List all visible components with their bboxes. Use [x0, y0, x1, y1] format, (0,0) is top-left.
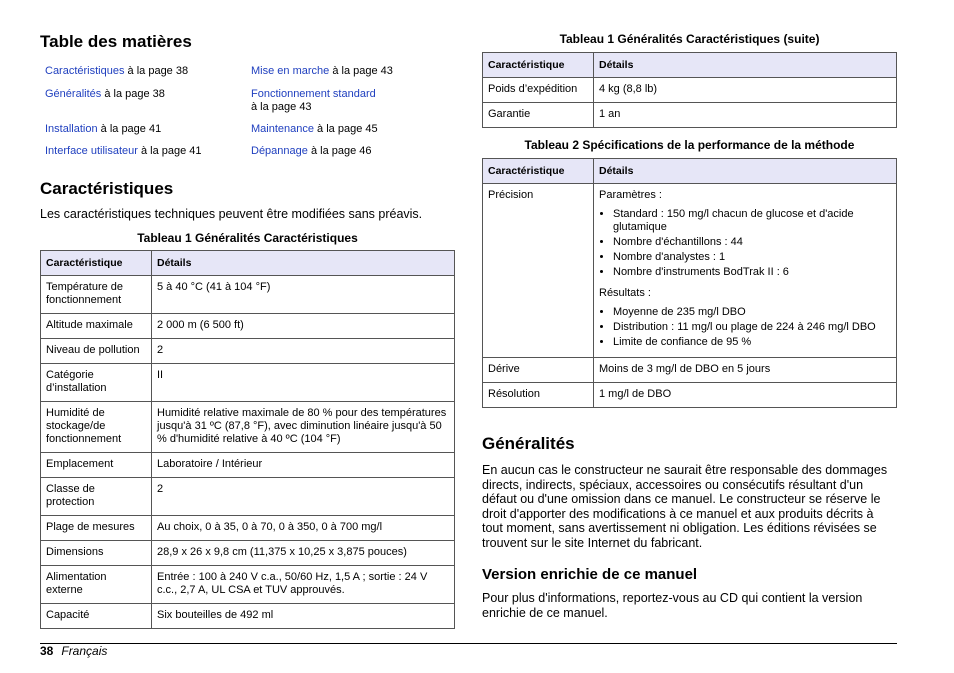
toc-page-ref: à la page 41: [97, 123, 162, 135]
list-item: • Limite de confiance de 95 %: [613, 336, 891, 349]
table-row: [483, 78, 897, 103]
list-item: • Nombre d'analystes : 1: [613, 251, 891, 264]
spec-key: Humidité de stockage/de fonctionnement: [41, 402, 152, 453]
toc-entry: [251, 123, 451, 136]
table-row: [41, 478, 455, 516]
list-item: • Standard : 150 mg/l chacun de glucose et d'acide glutamique: [613, 208, 891, 234]
toc-page-ref: à la page 45: [314, 123, 378, 135]
table-row: [41, 402, 455, 453]
table-row: [41, 453, 455, 478]
spec-value: Laboratoire / Intérieur: [152, 453, 455, 478]
spec-key: Résolution: [483, 383, 594, 408]
footer-divider: [40, 643, 897, 644]
spec-value: Six bouteilles de 492 ml: [152, 604, 455, 629]
table-header-row: [41, 251, 455, 276]
general-text: En aucun cas le constructeur ne saurait être responsable des dommages directs, indirects, spéciaux, accessoires ou consécutifs résultant d'un défaut ou d'une omission dans ce manuel. Le constructeur se réserve le droit d'apporter des modifications à ce manuel et aux produits décrits à tout moment, sans avertissement ni obligation. Les éditions révisées se trouvent sur le site Internet du fabricant.: [482, 463, 888, 550]
table-row: [483, 184, 897, 358]
list-item: • Distribution : 11 mg/l ou plage de 224 à 246 mg/l DBO: [613, 321, 891, 334]
spec-key: Capacité: [41, 604, 152, 629]
toc-page-ref: à la page 38: [101, 88, 165, 100]
table-row: [483, 358, 897, 383]
toc-entry: [45, 88, 245, 101]
toc-entry: [251, 65, 451, 78]
results-list: [599, 306, 891, 349]
enriched-title: Version enrichie de ce manuel: [482, 566, 698, 583]
spec-key: Dérive: [483, 358, 594, 383]
params-label: Paramètres :: [599, 189, 662, 201]
toc-page-ref: à la page 43: [251, 100, 312, 113]
toc-entry: [45, 145, 245, 158]
spec-value: Entrée : 100 à 240 V c.a., 50/60 Hz, 1,5 A ; sortie : 24 V c.c., 2,7 A, UL CSA et TUV approuvés.: [152, 566, 455, 604]
table1b-caption: Tableau 1 Généralités Caractéristiques (suite): [559, 32, 820, 46]
table-row: [41, 541, 455, 566]
column-header: Détails: [594, 53, 897, 78]
params-list: [599, 208, 891, 279]
table-row: [41, 276, 455, 314]
toc-link[interactable]: Mise en marche: [251, 65, 330, 77]
general-title: Généralités: [482, 434, 575, 453]
spec-value: 2 000 m (6 500 ft): [152, 314, 455, 339]
list-item: • Nombre d'échantillons : 44: [613, 236, 891, 249]
spec-key: Emplacement: [41, 453, 152, 478]
specs-table-continued: [482, 52, 897, 128]
toc-list: [40, 65, 455, 165]
table-header-row: [483, 53, 897, 78]
list-item: • Nombre d'instruments BodTrak II : 6: [613, 266, 891, 279]
performance-table: [482, 158, 897, 408]
table-row: [41, 314, 455, 339]
table-row: [483, 383, 897, 408]
spec-key: Précision: [483, 184, 594, 358]
spec-value: Au choix, 0 à 35, 0 à 70, 0 à 350, 0 à 700 mg/l: [152, 516, 455, 541]
toc-link[interactable]: Généralités: [45, 88, 102, 100]
toc-title: Table des matières: [40, 32, 192, 51]
spec-value: Humidité relative maximale de 80 % pour des températures jusqu'à 31 ºC (87,8 °F), avec diminution linéaire jusqu'à 50 % d'humidité relative à 40 ºC (104 °F): [152, 402, 455, 453]
toc-link[interactable]: Fonctionnement standard: [251, 88, 376, 100]
specs-title: Caractéristiques: [40, 179, 174, 198]
toc-page-ref: à la page 43: [329, 65, 393, 77]
results-label: Résultats :: [599, 287, 651, 299]
toc-entry: [45, 123, 245, 136]
spec-key: Température de fonctionnement: [41, 276, 152, 314]
spec-value: [594, 184, 897, 358]
column-header: Caractéristique: [483, 159, 594, 184]
toc-page-ref: à la page 38: [124, 65, 189, 77]
table2-caption: Tableau 2 Spécifications de la performance de la méthode: [524, 138, 855, 152]
spec-value: 5 à 40 °C (41 à 104 °F): [152, 276, 455, 314]
table-row: [483, 103, 897, 128]
spec-value: 1 mg/l de DBO: [594, 383, 897, 408]
table-row: [41, 566, 455, 604]
table-header-row: [483, 159, 897, 184]
column-header: Détails: [152, 251, 455, 276]
toc-page-ref: à la page 46: [307, 145, 372, 157]
table-row: [41, 364, 455, 402]
table1-caption: Tableau 1 Généralités Caractéristiques: [137, 231, 358, 245]
toc-entry: [251, 88, 451, 113]
spec-key: Dimensions: [41, 541, 152, 566]
table-row: [41, 604, 455, 629]
toc-link[interactable]: Caractéristiques: [45, 65, 125, 77]
column-header: Caractéristique: [483, 53, 594, 78]
spec-key: Plage de mesures: [41, 516, 152, 541]
spec-value: Moins de 3 mg/l de DBO en 5 jours: [594, 358, 897, 383]
spec-value: 2: [152, 478, 455, 516]
toc-link[interactable]: Maintenance: [251, 123, 314, 135]
spec-key: Alimentation externe: [41, 566, 152, 604]
table-row: [41, 516, 455, 541]
toc-link[interactable]: Installation: [45, 123, 98, 135]
page-number: 38: [40, 644, 54, 658]
enriched-text: Pour plus d'informations, reportez-vous au CD qui contient la version enrichie de ce manuel.: [482, 591, 863, 620]
spec-value: 28,9 x 26 x 9,8 cm (11,375 x 10,25 x 3,875 pouces): [152, 541, 455, 566]
spec-key: Garantie: [483, 103, 594, 128]
toc-page-ref: à la page 41: [137, 145, 202, 157]
spec-value: 4 kg (8,8 lb): [594, 78, 897, 103]
spec-key: Poids d’expédition: [483, 78, 594, 103]
column-header: Détails: [594, 159, 897, 184]
spec-value: 2: [152, 339, 455, 364]
spec-value: 1 an: [594, 103, 897, 128]
toc-link[interactable]: Interface utilisateur: [45, 145, 138, 157]
toc-link[interactable]: Dépannage: [251, 145, 308, 157]
spec-key: Catégorie d’installation: [41, 364, 152, 402]
spec-key: Niveau de pollution: [41, 339, 152, 364]
toc-entry: [251, 145, 451, 158]
list-item: • Moyenne de 235 mg/l DBO: [613, 306, 891, 319]
column-header: Caractéristique: [41, 251, 152, 276]
toc-entry: [45, 65, 245, 78]
page-footer: [40, 644, 107, 658]
spec-key: Classe de protection: [41, 478, 152, 516]
spec-key: Altitude maximale: [41, 314, 152, 339]
specs-table: [40, 250, 455, 629]
specs-intro: Les caractéristiques techniques peuvent être modifiées sans préavis.: [40, 207, 423, 221]
footer-language: Français: [61, 644, 108, 658]
table-row: [41, 339, 455, 364]
spec-value: II: [152, 364, 455, 402]
